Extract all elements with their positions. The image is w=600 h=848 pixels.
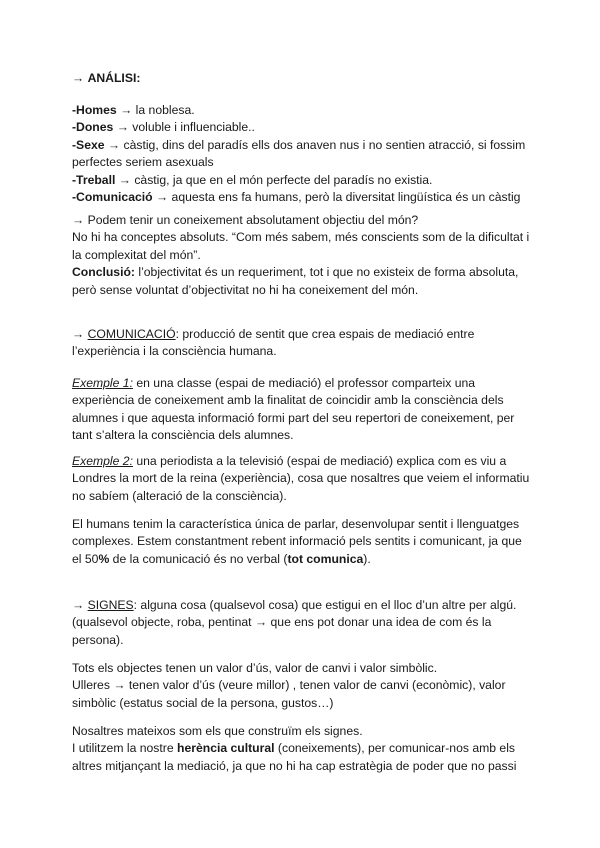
definition-dones: -Dones → voluble i influenciable.. xyxy=(72,120,255,135)
signes-definition: → SIGNES: alguna cosa (qualsevol cosa) que estigui en el lloc d’un altre per algú. (qualsevol objecte, roba, pentinat → que ens pot donar una idea de com és la persona). xyxy=(72,598,517,647)
arrow-icon: → xyxy=(254,615,268,630)
exemple-2-label: Exemple 2: xyxy=(72,454,133,468)
comunicacio-heading: COMUNICACIÓ xyxy=(87,327,176,341)
exemple-1-paragraph: Exemple 1: en una classe (espai de mediació) el professor comparteix una experiència de coneixement amb la finalitat de coincidir amb la consciència dels alumnes i que aquesta informació formi part del seu repertori de coneixement, per tant s’altera la consciència dels alumnes. xyxy=(72,376,515,443)
analisi-heading: → ANÁLISI: xyxy=(72,71,141,85)
definition-homes: -Homes → la noblesa. xyxy=(72,103,195,117)
exemple-2-paragraph: Exemple 2: una periodista a la televisió (espai de mediació) explica com es viu a Londres la mort de la reina (experiència), cosa que nosaltres que veiem el informatiu no sabíem (alteració de la consciència). xyxy=(72,454,530,503)
humans-paragraph: El humans tenim la característica única de parlar, desenvolupar sentit i llenguatges complexes. Estem constantment rebent informació pels sentits i comunicant, ja que el 50% de la comunicació és no verbal (tot comunica). xyxy=(72,517,522,566)
arrow-icon: → xyxy=(72,598,85,612)
arrow-icon: → xyxy=(113,678,126,693)
objectivity-paragraph: → Podem tenir un coneixement absolutament objectiu del món? No hi ha conceptes absoluts. “Com més sabem, més conscients som de la dificultat i la complexitat del món”. Conclusió: l’objectivitat és un requeriment, tot i que no existeix de forma absoluta, però sense voluntat d’objectivitat no hi ha coneixement del món. xyxy=(72,212,532,299)
herencia-cultural-emphasis: herència cultural xyxy=(177,741,275,756)
arrow-icon: → xyxy=(155,190,169,205)
arrow-icon: → xyxy=(116,120,129,135)
definition-sexe: -Sexe → càstig, dins del paradís ells dos anaven nus i no sentien atracció, si fossim xyxy=(72,137,526,152)
comunicacio-definition: → COMUNICACIÓ: producció de sentit que crea espais de mediació entre l’experiència i la consciència humana. xyxy=(72,327,475,359)
signes-heading: SIGNES xyxy=(87,598,134,612)
tot-comunica-emphasis: tot comunica xyxy=(287,551,364,566)
definition-treball: -Treball → càstig, ja que en el món perfecte del paradís no existia. xyxy=(72,172,433,187)
valors-paragraph: Tots els objectes tenen un valor d’ús, valor de canvi i valor simbòlic. Ulleres → tenen valor d’ús (veure millor) , tenen valor de canvi (econòmic), valor simbòlic (estatus social de la persona, gustos…) xyxy=(72,661,506,710)
arrow-icon: → xyxy=(107,137,121,152)
arrow-icon: → xyxy=(118,172,131,187)
arrow-icon: → xyxy=(72,327,85,341)
definition-comunicacio: -Comunicació → aquesta ens fa humans, però la diversitat lingüística és un càstig xyxy=(72,190,521,205)
nosaltres-paragraph: Nosaltres mateixos som els que construïm els signes. I utilitzem la nostre herència cultural (coneixements), per comunicar-nos amb els altres mitjançant la mediació, ja que no hi ha cap estratègia de poder que no passi xyxy=(72,724,517,773)
arrow-icon: → xyxy=(72,71,85,85)
arrow-icon: → xyxy=(72,213,85,227)
arrow-icon: → xyxy=(120,103,133,117)
definition-sexe-cont: perfectes seriem asexuals xyxy=(72,155,214,170)
conclusio-line: Conclusió: l’objectivitat és un requeriment, tot i que no existeix de forma absoluta, xyxy=(72,265,519,280)
definitions-list xyxy=(72,102,532,206)
exemple-1-label: Exemple 1: xyxy=(72,376,133,390)
